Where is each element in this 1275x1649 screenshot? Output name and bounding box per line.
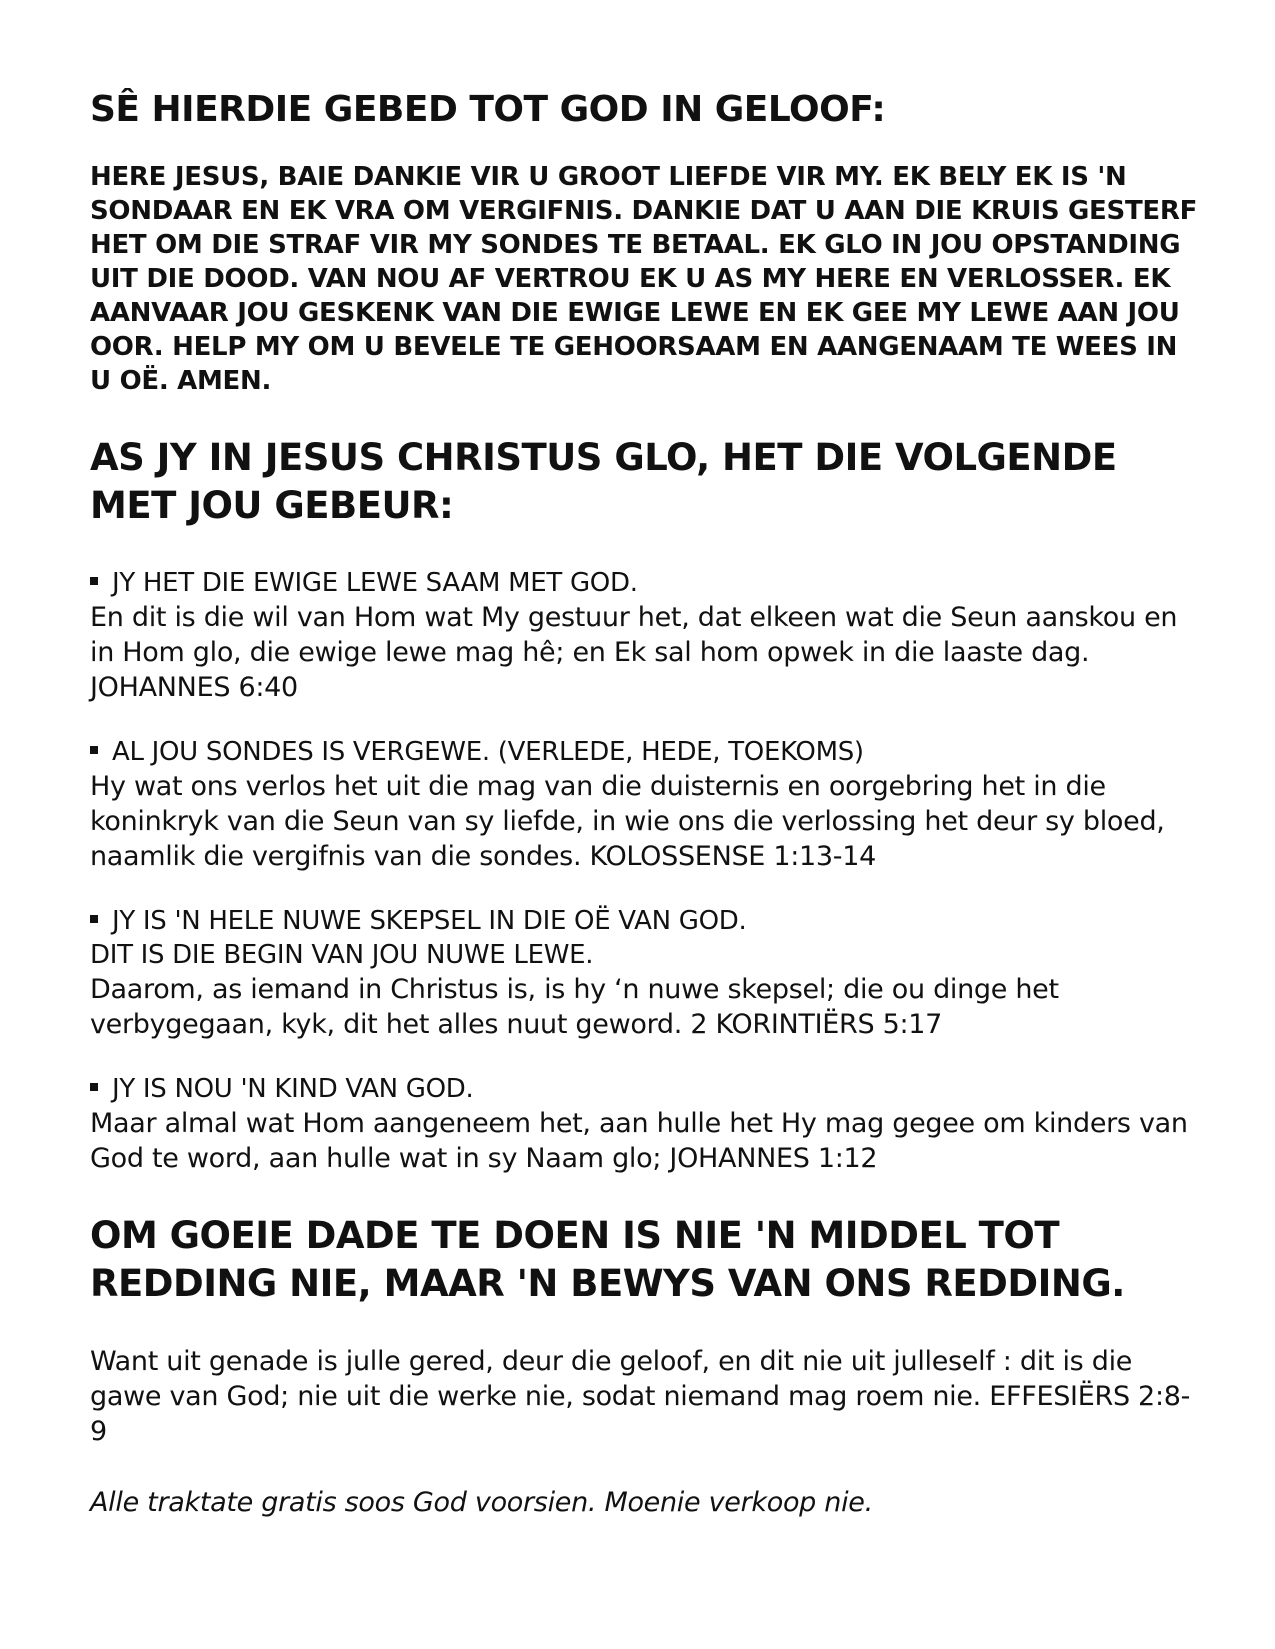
tract-page: [90, 88, 1200, 1547]
bullet-icon: [90, 746, 98, 754]
point-subheading: DIT IS DIE BEGIN VAN JOU NUWE LEWE.: [90, 940, 594, 970]
point-verse: Hy wat ons verlos het uit die mag van die duisternis en oorgebring het in die koninkryk van die Seun van sy liefde, in wie ons die verlossing het deur sy bloed, naamlik die vergifnis van die sondes. KOLOSSENSE 1:13-14: [90, 771, 1165, 872]
point-heading: JY IS NOU 'N KIND VAN GOD.: [112, 1074, 474, 1104]
point-heading: JY IS 'N HELE NUWE SKEPSEL IN DIE OË VAN GOD.: [112, 906, 747, 936]
point-new-creation: [90, 904, 1200, 1042]
point-verse: Daarom, as iemand in Christus is, is hy ‘n nuwe skepsel; die ou dinge het verbygegaan, kyk, dit het alles nuut geword. 2 KORINTIËRS 5:17: [90, 974, 1059, 1040]
bullet-icon: [90, 915, 98, 923]
point-sins-forgiven: [90, 735, 1200, 874]
bullet-icon: [90, 1083, 98, 1091]
point-child-of-god: [90, 1072, 1200, 1176]
footer-note: Alle traktate gratis soos God voorsien. Moenie verkoop nie.: [90, 1487, 873, 1518]
point-heading: JY HET DIE EWIGE LEWE SAAM MET GOD.: [112, 568, 638, 598]
point-heading: AL JOU SONDES IS VERGEWE. (VERLEDE, HEDE, TOEKOMS): [112, 737, 864, 767]
bullet-icon: [90, 577, 98, 585]
prayer-text: HERE JESUS, BAIE DANKIE VIR U GROOT LIEFDE VIR MY. EK BELY EK IS 'N SONDAAR EN EK VRA OM VERGIFNIS. DANKIE DAT U AAN DIE KRUIS GESTERF HET OM DIE STRAF VIR MY SONDES TE BETAAL. EK GLO IN JOU OPSTANDING UIT DIE DOOD. VAN NOU AF VERTROU EK U AS MY HERE EN VERLOSSER. EK AANVAAR JOU GESKENK VAN DIE EWIGE LEWE EN EK GEE MY LEWE AAN JOU OOR. HELP MY OM U BEVELE TE GEHOORSAAM EN AANGENAAM TE WEES IN U OË. AMEN.: [90, 162, 1198, 396]
prayer-heading: SÊ HIERDIE GEBED TOT GOD IN GELOOF:: [90, 89, 886, 130]
believe-heading: AS JY IN JESUS CHRISTUS GLO, HET DIE VOLGENDE MET JOU GEBEUR:: [90, 436, 1117, 527]
point-verse: En dit is die wil van Hom wat My gestuur het, dat elkeen wat die Seun aanskou en in Hom glo, die ewige lewe mag hê; en Ek sal hom opwek in die laaste dag. JOHANNES 6:40: [90, 602, 1178, 703]
works-heading: OM GOEIE DADE TE DOEN IS NIE 'N MIDDEL TOT REDDING NIE, MAAR 'N BEWYS VAN ONS REDDING.: [90, 1214, 1125, 1305]
ephesians-verse: Want uit genade is julle gered, deur die geloof, en dit nie uit julleself : dit is die gawe van God; nie uit die werke nie, sodat niemand mag roem nie. EFFESIËRS 2:8-9: [90, 1346, 1191, 1447]
point-eternal-life: [90, 566, 1200, 705]
point-verse: Maar almal wat Hom aangeneem het, aan hulle het Hy mag gegee om kinders van God te word, aan hulle wat in sy Naam glo; JOHANNES 1:12: [90, 1108, 1188, 1174]
